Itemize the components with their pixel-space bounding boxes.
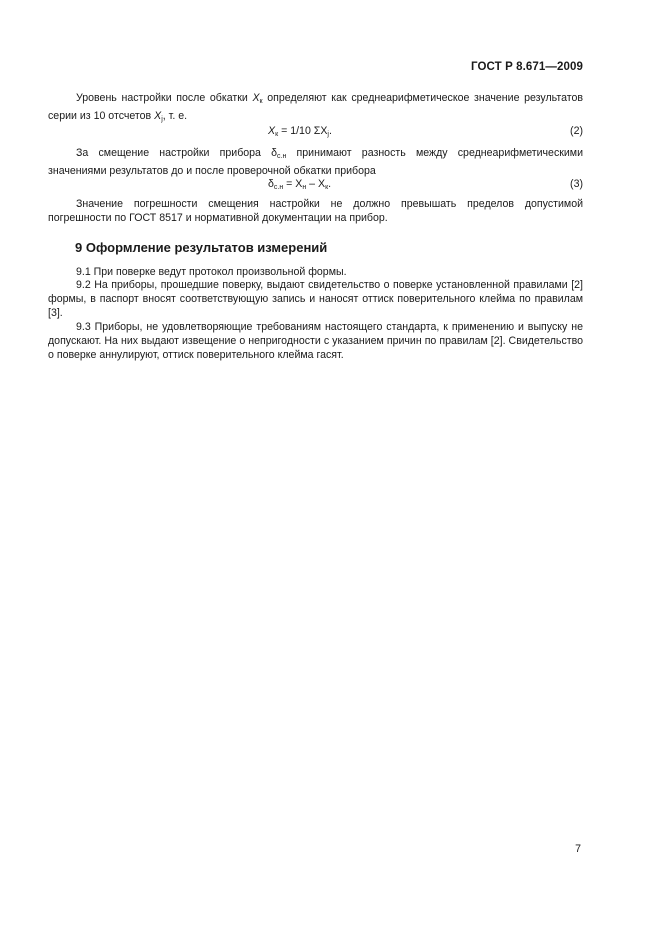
formula-number: (3) xyxy=(570,178,583,190)
document-id: ГОСТ Р 8.671—2009 xyxy=(471,61,583,73)
paragraph-9-2 xyxy=(48,278,583,321)
text-run: определяют как среднеарифметическое значение результатов серии из 10 отсчетов xyxy=(48,92,583,123)
formula-expression xyxy=(268,125,332,138)
subscript: к xyxy=(325,184,329,191)
formula-number: (2) xyxy=(570,125,583,137)
text-run: = 1/10 ΣX xyxy=(278,125,328,137)
paragraph-settling-level xyxy=(48,91,583,127)
text-run: δ xyxy=(268,178,274,190)
text-run: – X xyxy=(306,178,326,190)
variable-x: X xyxy=(268,125,276,137)
subscript: с.н xyxy=(277,153,287,160)
text-run: . xyxy=(328,178,332,190)
text-run: , т. е. xyxy=(162,110,188,123)
paragraph-9-3 xyxy=(48,320,583,363)
subscript: j xyxy=(161,116,163,124)
subscript: к xyxy=(275,131,279,138)
paragraph-text: Значение погрешности смещения настройки не должно превышать пределов допустимой погрешности по ГОСТ 8517 и нормативной документации на прибор. xyxy=(48,198,583,225)
subscript: с.н xyxy=(273,184,284,191)
subscript: j xyxy=(327,131,329,138)
text-run: За смещение настройки прибора δ xyxy=(76,147,278,159)
paragraph-text: 9.1 При поверке ведут протокол произвольной формы. xyxy=(76,266,347,278)
subscript: н xyxy=(302,184,307,191)
variable-x: X xyxy=(252,92,260,104)
paragraph-error-limit xyxy=(48,197,583,225)
paragraph-text: 9.3 Приборы, не удовлетворяющие требованиям настоящего стандарта, к применению и выпуску не допускают. На них выдают извещение о непригодности с указанием причин по правилам [2]. Свидетельство о поверке аннулируют, оттиск поверительного клейма гасят. xyxy=(48,321,583,362)
paragraph-offset-definition xyxy=(48,146,583,178)
text-run: . xyxy=(328,125,332,137)
formula-3 xyxy=(48,178,583,192)
formula-2 xyxy=(48,125,583,139)
page-number: 7 xyxy=(575,843,581,855)
subscript: к xyxy=(259,98,263,105)
text-run: принимают разность между среднеарифметическими значениями результатов до и после проверочной обкатки прибора xyxy=(48,147,584,178)
text-run: = X xyxy=(283,178,303,190)
variable-x: X xyxy=(154,110,162,123)
formula-expression xyxy=(268,178,331,191)
paragraph-text: 9.2 На приборы, прошедшие поверку, выдают свидетельство о поверке установленной правилами [2] формы, в паспорт вносят соответствующую запись и наносят оттиск поверительного клейма по правилам [3]. xyxy=(48,279,583,320)
text-run: Уровень настройки после обкатки xyxy=(76,92,253,104)
section-heading: 9 Оформление результатов измерений xyxy=(75,240,328,255)
